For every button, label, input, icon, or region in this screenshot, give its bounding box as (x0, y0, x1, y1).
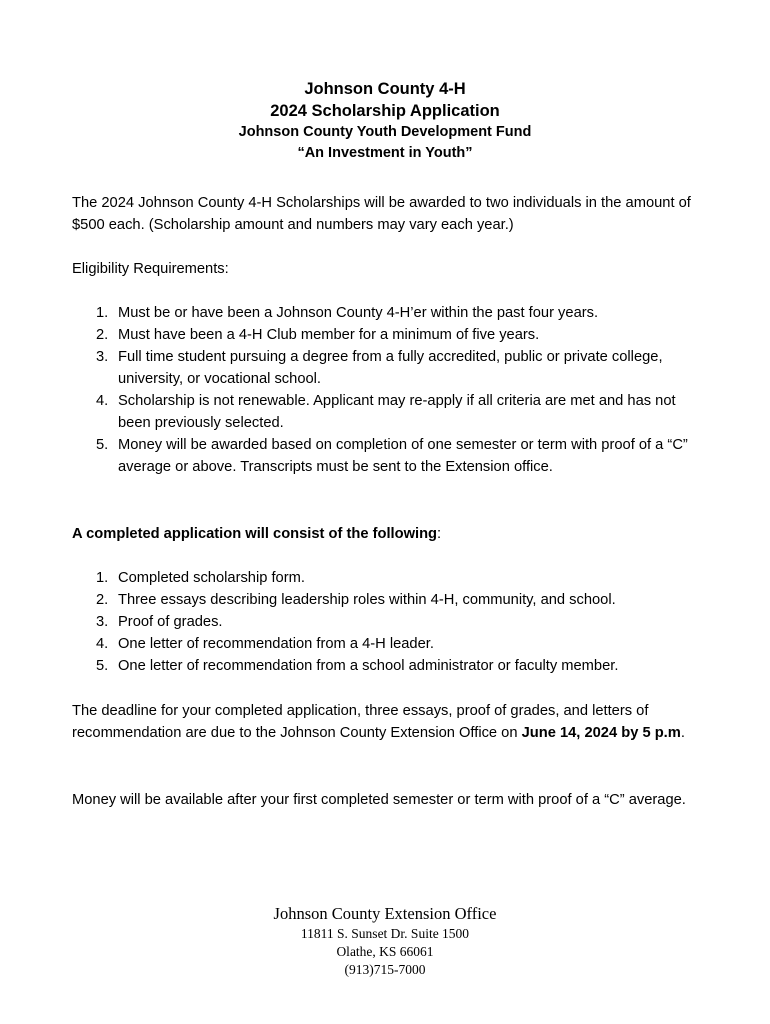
eligibility-heading: Eligibility Requirements: (72, 261, 229, 277)
deadline-date: June 14, 2024 by 5 p.m (521, 725, 681, 741)
list-item: 3. Full time student pursuing a degree from a fully accredited, public or private college, university, or vocational school. (96, 349, 663, 387)
list-item: 1. Completed scholarship form. (96, 570, 305, 586)
list-item: 4. One letter of recommendation from a 4-H leader. (96, 636, 434, 652)
list-item: 3. Proof of grades. (96, 614, 223, 630)
list-item: 2. Three essays describing leadership roles within 4-H, community, and school. (96, 592, 616, 608)
list-item: 4. Scholarship is not renewable. Applicant may re-apply if all criteria are met and has not been previously selected. (96, 393, 676, 431)
list-item: 5. Money will be awarded based on completion of one semester or term with proof of a “C” average or above. Transcripts must be sent to the Extension office. (96, 437, 688, 475)
tagline: “An Investment in Youth” (297, 145, 473, 161)
list-item: 2. Must have been a 4-H Club member for a minimum of five years. (96, 327, 540, 343)
phone-number: (913)715-7000 (344, 962, 426, 977)
org-title: Johnson County 4-H (304, 80, 466, 98)
application-list (72, 567, 698, 677)
eligibility-list (72, 302, 698, 478)
document-header (0, 78, 770, 164)
application-heading: A completed application will consist of the following: (72, 526, 442, 542)
application-title: 2024 Scholarship Application (270, 102, 500, 120)
deadline-paragraph: The deadline for your completed application, three essays, proof of grades, and letters of recommendation are due to the Johnson County Extension Office on June 14, 2024 by 5 p.m. (72, 703, 685, 741)
office-name: Johnson County Extension Office (273, 904, 497, 923)
money-paragraph: Money will be available after your first completed semester or term with proof of a “C” average. (72, 792, 686, 808)
street-address: 11811 S. Sunset Dr. Suite 1500 (300, 926, 470, 941)
list-item: 5. One letter of recommendation from a school administrator or faculty member. (96, 658, 619, 674)
list-item: 1. Must be or have been a Johnson County 4-H’er within the past four years. (96, 305, 599, 321)
fund-title: Johnson County Youth Development Fund (238, 124, 532, 140)
city-state-zip: Olathe, KS 66061 (336, 944, 434, 959)
intro-paragraph: The 2024 Johnson County 4-H Scholarships will be awarded to two individuals in the amount of $500 each. (Scholarship amount and numbers may vary each year.) (72, 195, 691, 233)
footer-address (0, 903, 770, 979)
